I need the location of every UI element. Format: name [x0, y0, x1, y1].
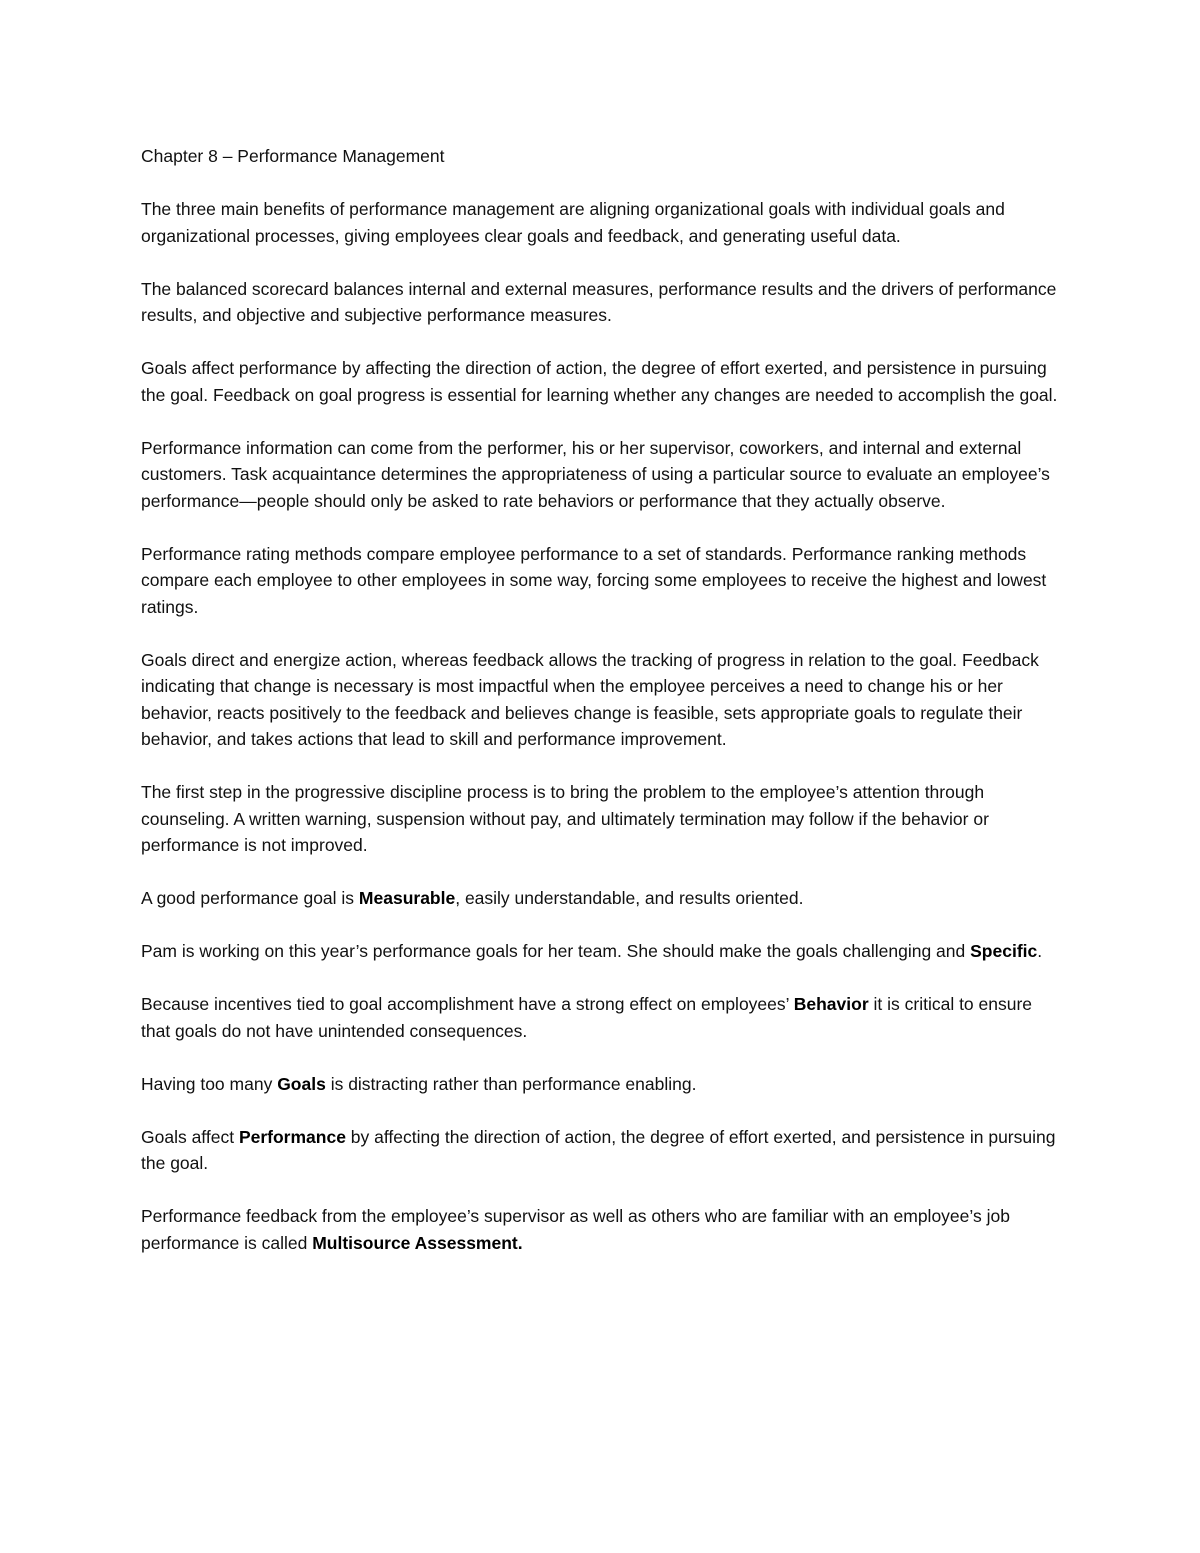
answer-paragraph: [141, 991, 1061, 1044]
chapter-title: Chapter 8 – Performance Management: [141, 146, 445, 166]
paragraph: The first step in the progressive discipline process is to bring the problem to the employee’s attention through counseling. A written warning, suspension without pay, and ultimately termination may follow if the behavior or performance is not improved.: [141, 782, 989, 855]
answer-paragraph: [141, 1203, 1061, 1256]
answer-text: Because incentives tied to goal accomplishment have a strong effect on employees’: [141, 994, 794, 1014]
answer-keyword: Performance: [238, 1126, 346, 1147]
answer-text: by affecting the direction of action, the degree of effort exerted, and persistence in pursuing the goal.: [141, 1126, 1056, 1173]
answer-paragraph: [141, 885, 1061, 912]
answer-keyword: Specific: [970, 941, 1038, 961]
paragraph: Goals direct and energize action, whereas feedback allows the tracking of progress in relation to the goal. Feedback indicating that change is necessary is most impactful when the employee perceives a need to change his or her behavior, reacts positively to the feedback and believes change is feasible, sets appropriate goals to regulate their behavior, and takes actions that lead to skill and performance improvement.: [141, 649, 1039, 749]
answer-text: , easily understandable, and results oriented.: [455, 888, 804, 908]
paragraph: Goals affect performance by affecting the direction of action, the degree of effort exerted, and persistence in pursuing the goal. Feedback on goal progress is essential for learning whether any changes are needed to accomplish the goal.: [141, 358, 1058, 405]
answer-keyword: Behavior: [793, 994, 869, 1014]
document-body: [141, 143, 1061, 1283]
answer-text: Performance feedback from the employee’s supervisor as well as others who are familiar with an employee’s job performance is called: [141, 1206, 1010, 1253]
answer-paragraph: [141, 1071, 1061, 1098]
answer-text: Goals affect: [141, 1126, 239, 1147]
answer-text: Having too many: [141, 1073, 278, 1094]
answer-text: A good performance goal is: [141, 888, 359, 908]
paragraph: Performance rating methods compare employee performance to a set of standards. Performance ranking methods compare each employee to other employees in some way, forcing some employees to receive the highest and lowest ratings.: [141, 543, 1047, 617]
paragraph: The balanced scorecard balances internal and external measures, performance results and the drivers of performance results, and objective and subjective performance measures.: [141, 278, 1057, 325]
answer-keyword: Multisource Assessment.: [312, 1232, 523, 1253]
answer-paragraph: [141, 1124, 1061, 1177]
paragraph: Performance information can come from the performer, his or her supervisor, coworkers, and internal and external customers. Task acquaintance determines the appropriateness of using a particular source to evaluate an employee’s performance—people should only be asked to rate behaviors or performance that they actually observe.: [141, 437, 1050, 511]
paragraph: The three main benefits of performance management are aligning organizational goals with individual goals and organizational processes, giving employees clear goals and feedback, and generating useful data.: [141, 199, 1005, 246]
answer-keyword: Measurable: [358, 888, 456, 908]
answer-keyword: Goals: [277, 1073, 326, 1094]
answer-text: .: [1037, 941, 1043, 961]
answer-paragraph: [141, 938, 1061, 965]
answer-text: it is critical to ensure that goals do not have unintended consequences.: [141, 994, 1033, 1041]
answer-text: Pam is working on this year’s performance goals for her team. She should make the goals challenging and: [141, 941, 971, 961]
answer-text: is distracting rather than performance enabling.: [325, 1073, 697, 1094]
